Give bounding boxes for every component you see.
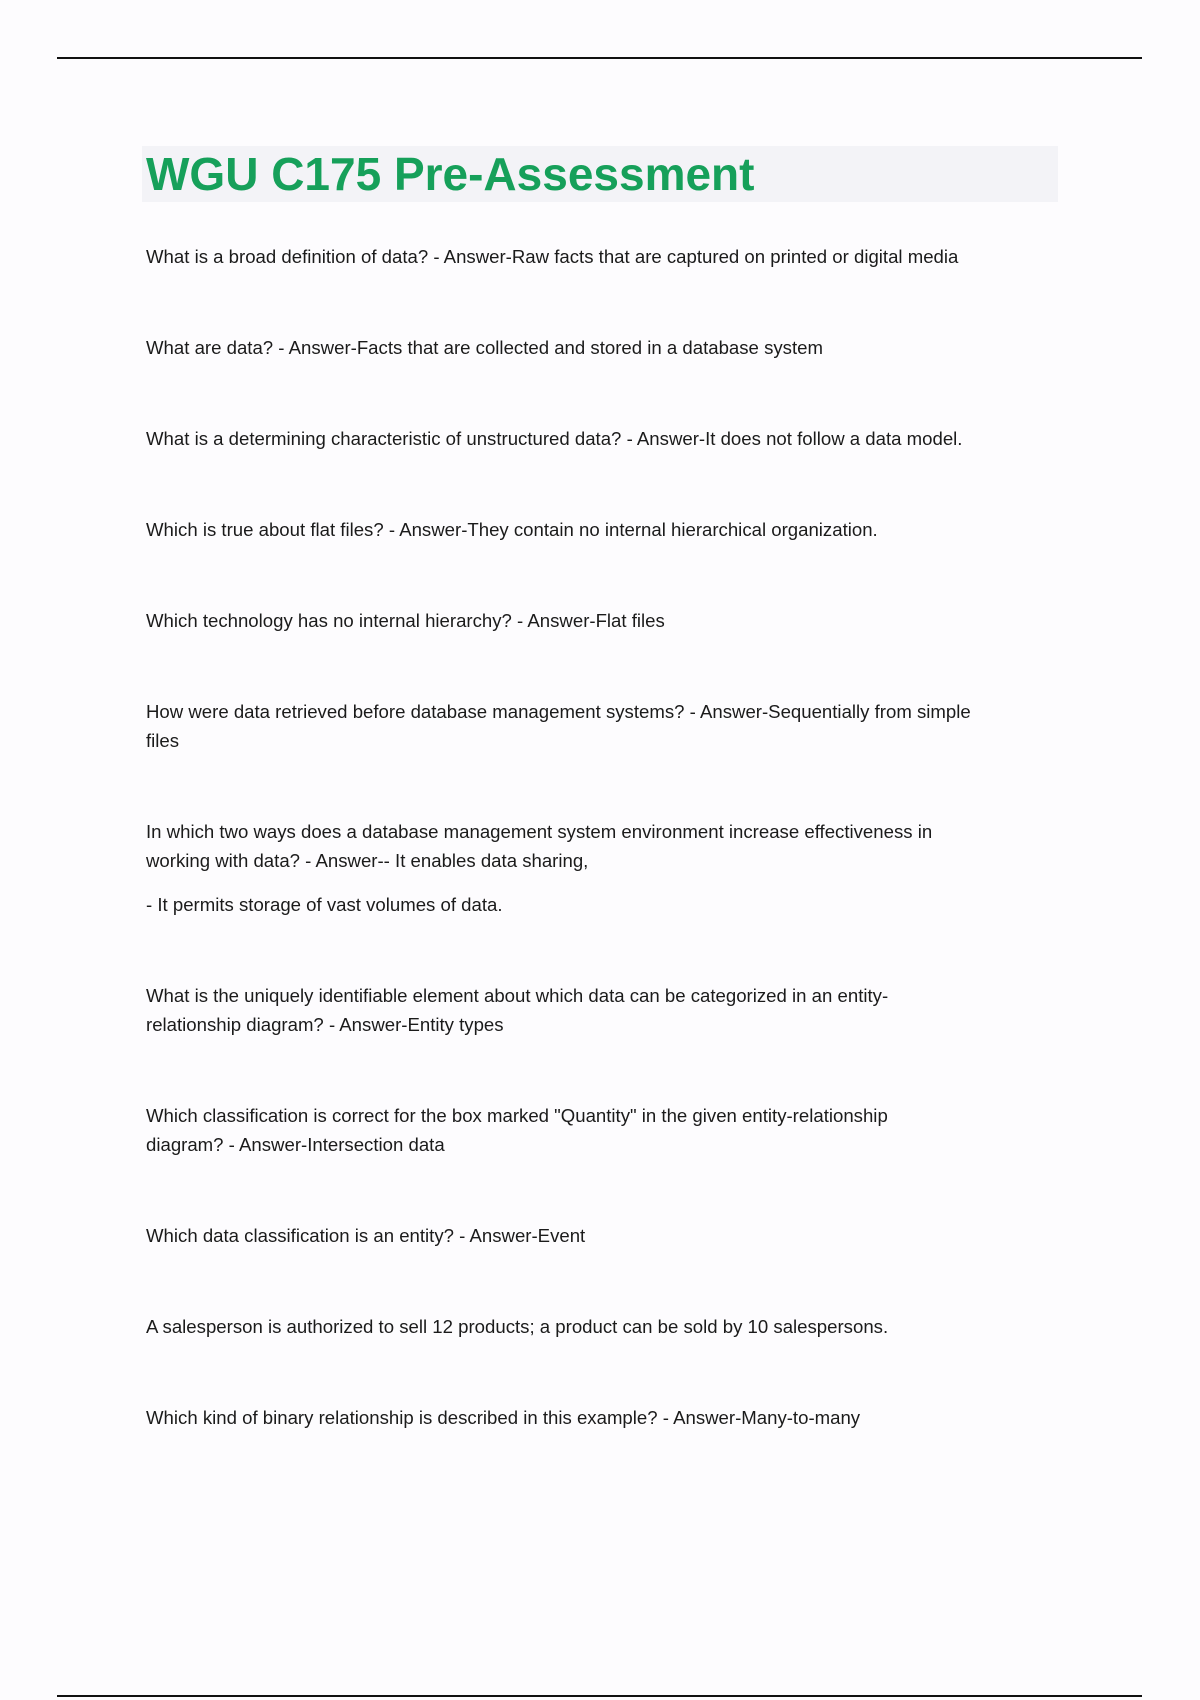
qa-line: Which is true about flat files? - Answer-They contain no internal hierarchical organization. — [146, 519, 878, 540]
qa-extra-line: - It permits storage of vast volumes of data. — [146, 894, 503, 915]
qa-line: What is a determining characteristic of unstructured data? - Answer-It does not follow a data model. — [146, 428, 963, 449]
qa-line: Which kind of binary relationship is described in this example? - Answer-Many-to-many — [146, 1407, 861, 1428]
page-top-rule — [57, 57, 1142, 59]
qa-line: In which two ways does a database management system environment increase effectiveness in — [146, 821, 933, 842]
qa-line: diagram? - Answer-Intersection data — [146, 1134, 445, 1155]
qa-item — [146, 606, 1066, 635]
qa-line: working with data? - Answer-- It enables data sharing, — [146, 850, 589, 871]
qa-item — [146, 242, 1066, 271]
qa-item — [146, 333, 1066, 362]
qa-item — [146, 515, 1066, 544]
qa-item — [146, 817, 1066, 919]
qa-list — [146, 242, 1066, 1432]
page-bottom-rule — [57, 1695, 1142, 1697]
qa-line: Which classification is correct for the box marked "Quantity" in the given entity-relationship — [146, 1105, 888, 1126]
qa-line: A salesperson is authorized to sell 12 products; a product can be sold by 10 salespersons. — [146, 1316, 889, 1337]
qa-item — [146, 981, 1066, 1039]
qa-line: What is the uniquely identifiable element about which data can be categorized in an entity- — [146, 985, 889, 1006]
qa-item — [146, 1403, 1066, 1432]
qa-item — [146, 697, 1066, 755]
qa-line: Which technology has no internal hierarchy? - Answer-Flat files — [146, 610, 665, 631]
document-title: WGU C175 Pre-Assessment — [146, 148, 755, 200]
qa-line: What are data? - Answer-Facts that are collected and stored in a database system — [146, 337, 823, 358]
qa-item — [146, 1221, 1066, 1250]
qa-line: How were data retrieved before database management systems? - Answer-Sequentially from simple — [146, 701, 971, 722]
qa-line: What is a broad definition of data? - Answer-Raw facts that are captured on printed or digital media — [146, 246, 959, 267]
qa-item — [146, 1101, 1066, 1159]
qa-line: relationship diagram? - Answer-Entity types — [146, 1014, 504, 1035]
qa-line: files — [146, 730, 180, 751]
qa-item — [146, 424, 1066, 453]
qa-line: Which data classification is an entity? - Answer-Event — [146, 1225, 586, 1246]
qa-item — [146, 1312, 1066, 1341]
